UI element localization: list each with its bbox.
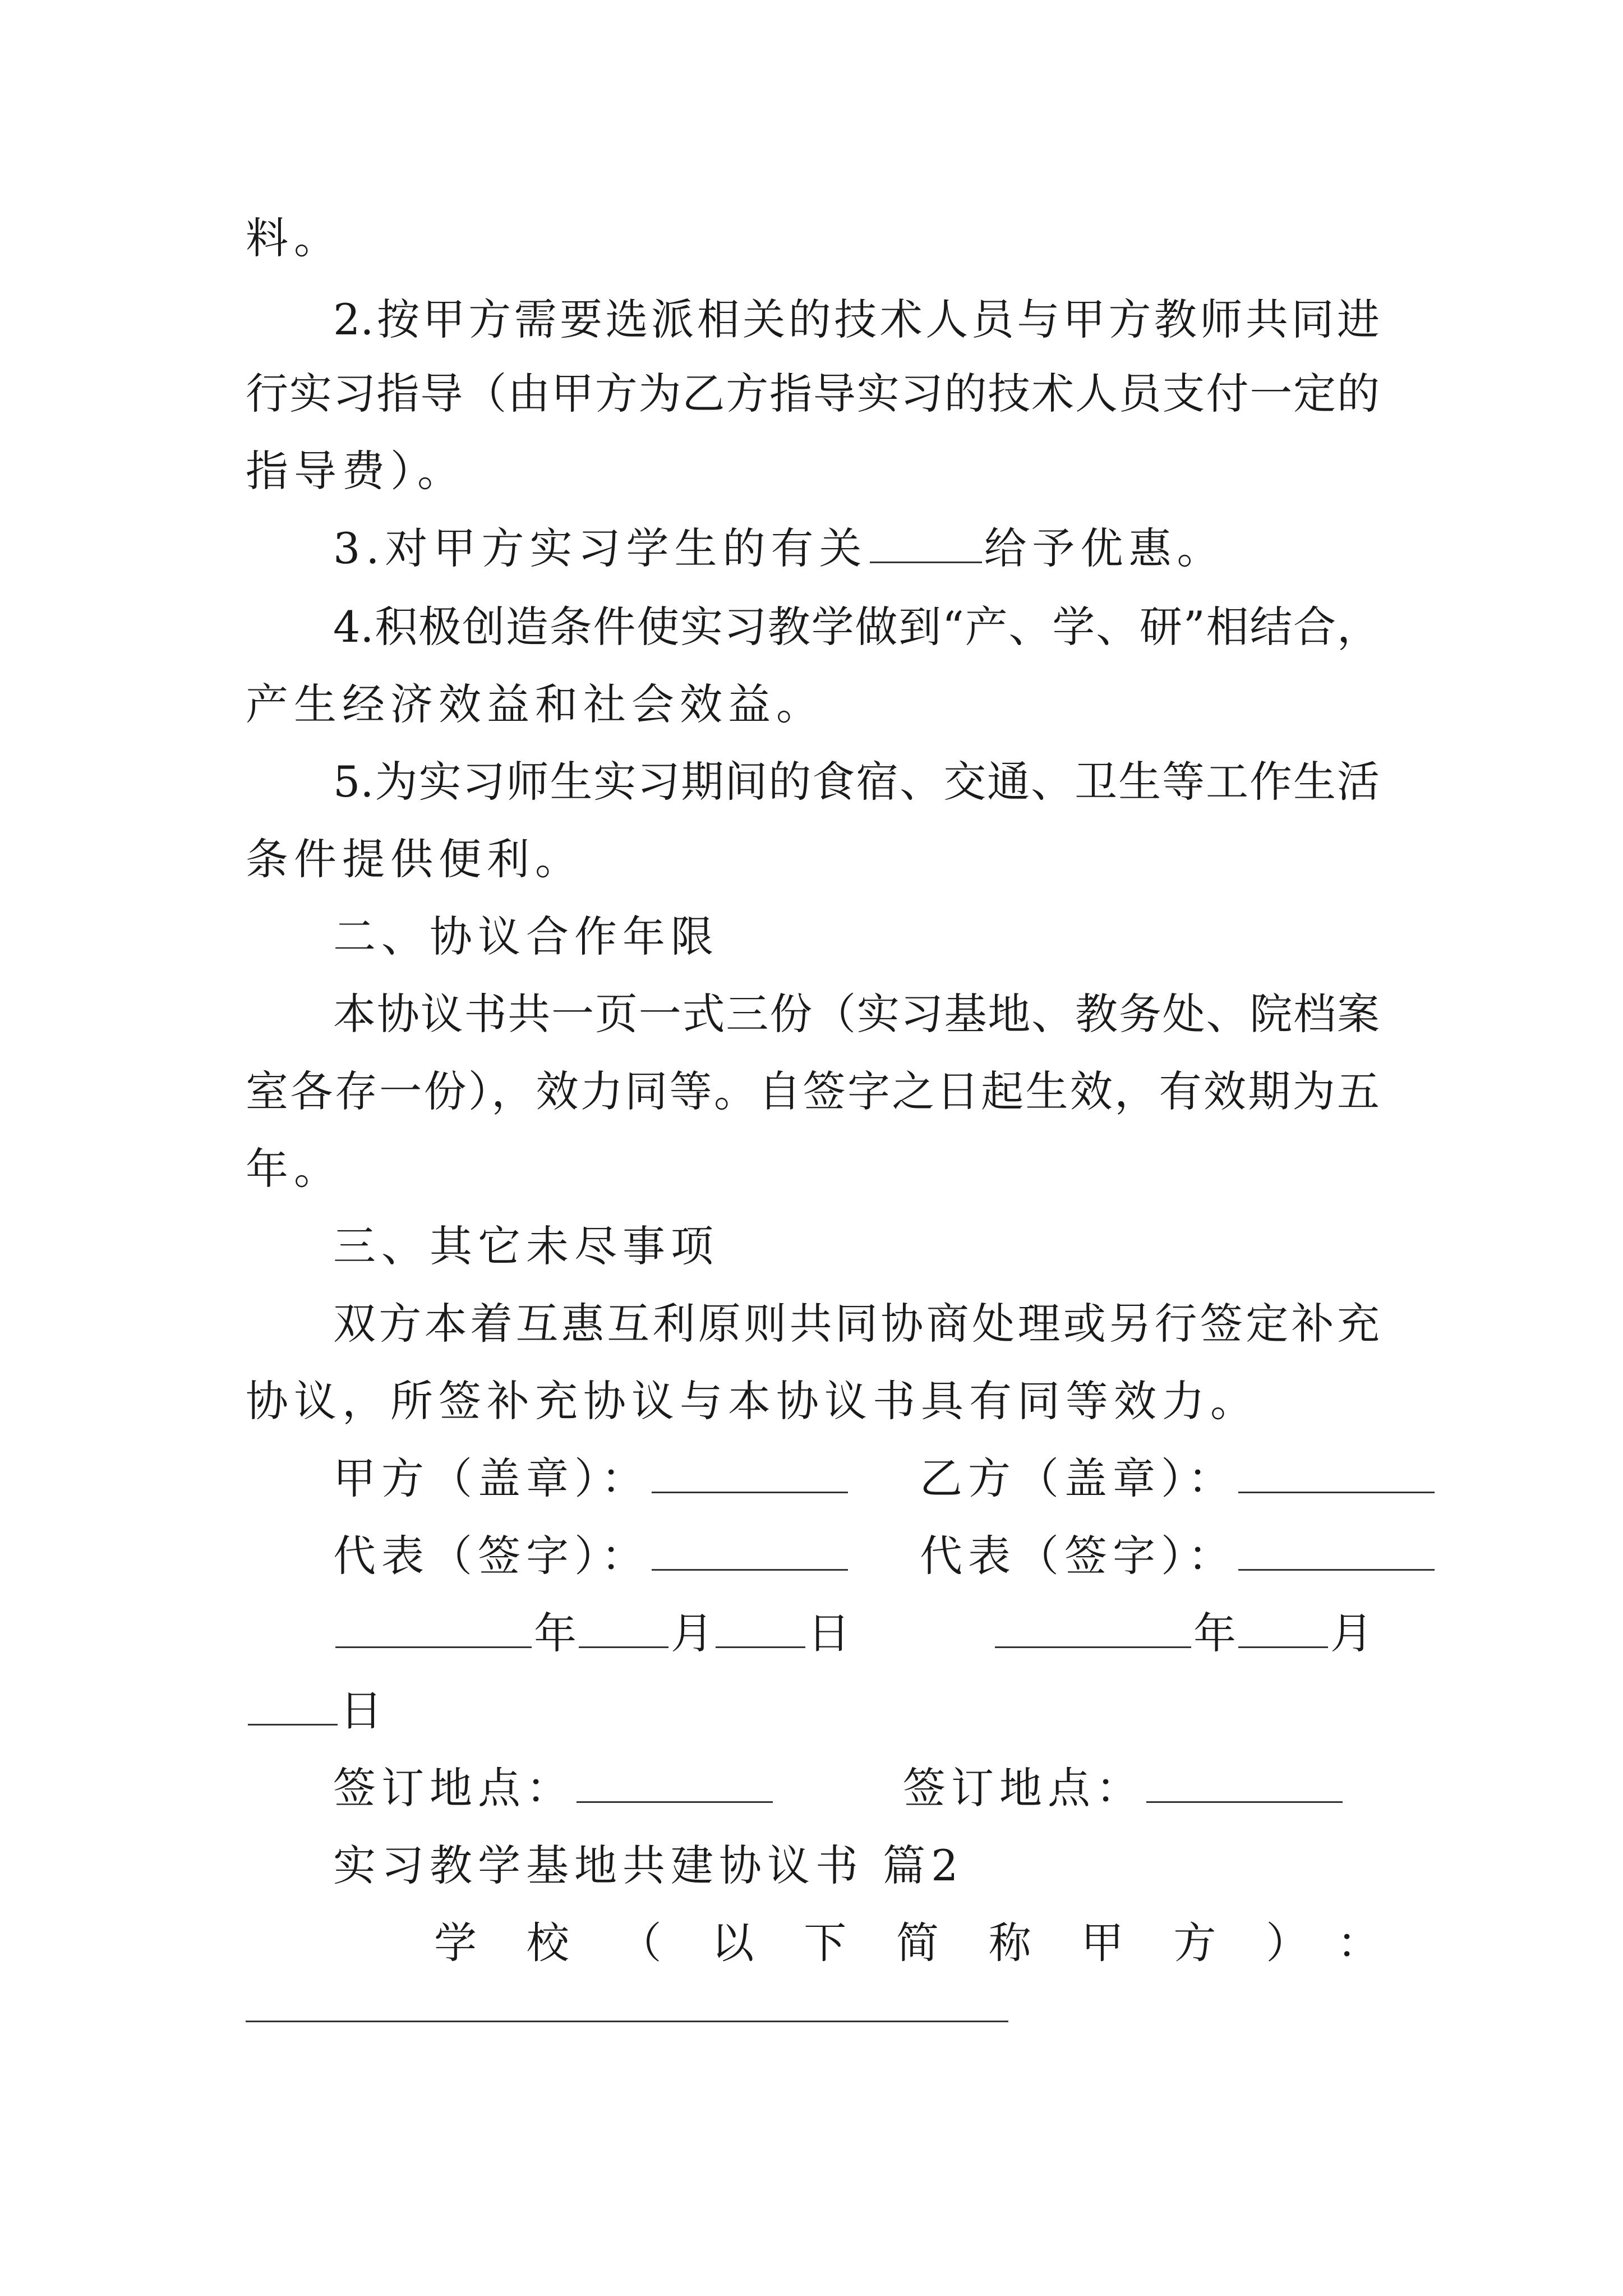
date-line-a xyxy=(333,1605,850,1662)
representative-b xyxy=(920,1528,1437,1584)
school-party-line: 学校（以下简称甲方）： xyxy=(434,1918,1380,1968)
paragraph-text: 给予优惠。 xyxy=(984,523,1225,573)
signature-label: 代表（签字）： xyxy=(333,1531,649,1581)
paragraph-line: 双方本着互惠互利原则共同协商处理或另行签定补充 xyxy=(333,1299,1380,1349)
date-unit: 年 xyxy=(1193,1608,1236,1658)
signature-blank xyxy=(1238,1452,1435,1493)
section-heading: 三、其它未尽事项 xyxy=(333,1221,719,1271)
paragraph-line: 协议，所签补充协议与本协议书具有同等效力。 xyxy=(246,1376,1258,1426)
date-blank xyxy=(1238,1607,1328,1648)
paragraph-line: 室各存一份），效力同等。自签字之日起生效，有效期为五 xyxy=(246,1066,1380,1116)
paragraph-line: 5.为实习师生实习期间的食宿、交通、卫生等工作生活 xyxy=(333,757,1380,807)
date-unit: 年 xyxy=(534,1608,577,1658)
paragraph-line: 指导费）。 xyxy=(246,446,465,496)
signature-blank xyxy=(652,1452,848,1493)
paragraph-line: 行实习指导（由甲方为乙方指导实习的技术人员支付一定的 xyxy=(246,369,1380,418)
place-blank xyxy=(577,1762,773,1803)
date-blank xyxy=(716,1607,805,1648)
fill-in-rule xyxy=(246,2021,1008,2022)
paragraph-line: 料。 xyxy=(246,213,342,263)
signature-label: 乙方（盖章）： xyxy=(920,1453,1236,1503)
document-section-title: 实习教学基地共建协议书 篇2 xyxy=(333,1841,964,1890)
signature-label: 代表（签字）： xyxy=(920,1531,1236,1581)
signature-label: 甲方（盖章）： xyxy=(333,1453,649,1503)
signature-blank xyxy=(652,1530,848,1571)
date-unit: 日 xyxy=(340,1686,382,1736)
paragraph-line: 产生经济效益和社会效益。 xyxy=(246,679,824,729)
representative-a xyxy=(333,1528,850,1584)
paragraph-line xyxy=(333,521,1225,577)
place-label: 签订地点： xyxy=(903,1763,1144,1813)
paragraph-line: 年。 xyxy=(246,1144,342,1194)
signature-party-a xyxy=(333,1451,850,1507)
date-line-b-continued xyxy=(246,1683,382,1739)
date-blank xyxy=(335,1607,532,1648)
place-blank xyxy=(1146,1762,1343,1803)
fill-blank xyxy=(870,522,982,563)
signature-party-b xyxy=(920,1451,1437,1507)
section-heading: 二、协议合作年限 xyxy=(333,912,719,961)
signing-place-b xyxy=(903,1760,1345,1816)
paragraph-line: 2.按甲方需要选派相关的技术人员与甲方教师共同进 xyxy=(333,295,1380,344)
place-label: 签订地点： xyxy=(333,1763,574,1813)
date-line-b xyxy=(993,1605,1373,1662)
paragraph-line: 4.积极创造条件使实习教学做到“产、学、研”相结合， xyxy=(333,602,1380,652)
date-blank xyxy=(248,1685,338,1726)
date-unit: 日 xyxy=(808,1608,850,1658)
date-unit: 月 xyxy=(671,1608,713,1658)
paragraph-text: 3.对甲方实习学生的有关 xyxy=(333,523,868,573)
date-blank xyxy=(579,1607,668,1648)
paragraph-line: 本协议书共一页一式三份（实习基地、教务处、院档案 xyxy=(333,989,1380,1039)
signature-blank xyxy=(1238,1530,1435,1571)
paragraph-line: 条件提供便利。 xyxy=(246,834,583,884)
signing-place-a xyxy=(333,1760,775,1816)
date-unit: 月 xyxy=(1330,1608,1373,1658)
date-blank xyxy=(995,1607,1191,1648)
